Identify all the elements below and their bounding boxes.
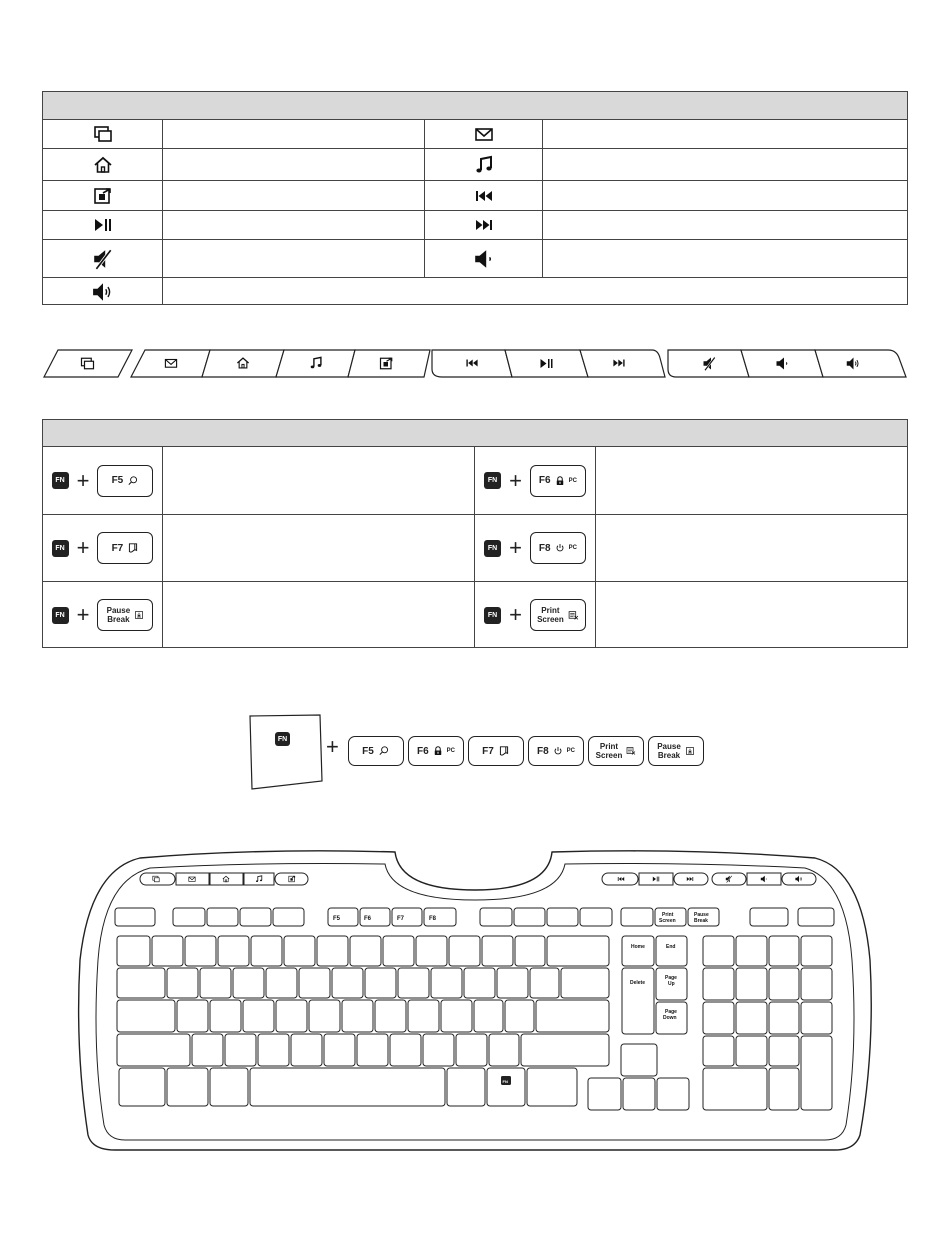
key-label-line1: Print bbox=[541, 606, 560, 615]
table-cell-desc bbox=[163, 582, 475, 648]
kb-print-line2: Screen bbox=[659, 918, 676, 924]
pause-break-key bbox=[97, 599, 153, 631]
plus-icon: + bbox=[76, 535, 90, 560]
table-cell-desc bbox=[163, 149, 425, 180]
f5-key bbox=[348, 736, 404, 766]
kb-f8-label: F8 bbox=[429, 916, 437, 922]
kb-pageup-line2: Up bbox=[668, 981, 675, 987]
key-label: F8 bbox=[536, 745, 549, 757]
f6-key bbox=[530, 465, 586, 497]
f7-key bbox=[468, 736, 524, 766]
key-label: F6 bbox=[416, 745, 429, 757]
home-icon bbox=[43, 149, 163, 180]
table-cell-desc bbox=[543, 181, 907, 210]
mail-icon bbox=[425, 120, 543, 148]
document-icon bbox=[127, 542, 139, 554]
plus-icon: + bbox=[76, 602, 90, 627]
fn-key: FN bbox=[52, 472, 69, 489]
search-icon bbox=[378, 745, 390, 757]
screenshot-icon bbox=[626, 746, 636, 756]
download-icon bbox=[134, 610, 144, 620]
lock-pc-icon bbox=[433, 746, 443, 756]
volume-up-icon bbox=[43, 278, 163, 305]
pc-label: PC bbox=[446, 748, 455, 754]
table-cell-desc bbox=[543, 149, 907, 180]
fn-f6-combo bbox=[475, 447, 596, 514]
fn-keys-table bbox=[42, 419, 908, 648]
key-label-line2: Break bbox=[107, 615, 130, 624]
document-icon bbox=[498, 745, 510, 757]
fn-key: FN bbox=[484, 607, 501, 624]
previous-track-icon bbox=[425, 181, 543, 210]
table-row bbox=[43, 278, 907, 305]
table-cell-desc bbox=[163, 120, 425, 148]
table-cell-desc bbox=[596, 447, 907, 514]
power-pc-icon bbox=[553, 746, 563, 756]
media-launch-icon bbox=[43, 181, 163, 210]
pc-label: PC bbox=[568, 545, 577, 551]
table-cell-desc bbox=[163, 278, 907, 305]
table-row bbox=[43, 149, 907, 181]
table-row bbox=[43, 120, 907, 149]
volume-down-icon bbox=[425, 240, 543, 277]
search-icon bbox=[127, 475, 139, 487]
plus-icon: + bbox=[509, 467, 522, 493]
kb-pagedown-line1: Page bbox=[665, 1009, 677, 1015]
print-screen-key bbox=[588, 736, 644, 766]
table-row bbox=[43, 447, 907, 515]
download-icon bbox=[685, 746, 695, 756]
power-pc-icon bbox=[555, 543, 565, 553]
lock-pc-icon bbox=[555, 476, 565, 486]
kb-home-label: Home bbox=[631, 944, 645, 950]
key-label: F5 bbox=[362, 745, 374, 757]
table-row bbox=[43, 181, 907, 211]
kb-f5-label: F5 bbox=[333, 916, 341, 922]
table-cell-desc bbox=[543, 211, 907, 239]
key-label: F8 bbox=[538, 542, 551, 554]
media-table-header bbox=[43, 92, 907, 120]
keyboard-illustration bbox=[0, 850, 950, 1170]
table-cell-desc bbox=[543, 120, 907, 148]
table-row bbox=[43, 515, 907, 582]
key-label-line1: Pause bbox=[657, 742, 681, 751]
kb-pagedown-line2: Down bbox=[663, 1015, 677, 1021]
table-cell-desc bbox=[596, 582, 907, 648]
f8-key bbox=[530, 532, 586, 564]
key-label: F6 bbox=[538, 475, 551, 486]
table-cell-desc bbox=[543, 240, 907, 277]
fn-print-combo bbox=[475, 582, 596, 648]
key-label: F7 bbox=[111, 542, 124, 554]
fn-pause-combo bbox=[43, 582, 163, 648]
fn-key: FN bbox=[484, 540, 501, 557]
plus-icon: + bbox=[326, 734, 339, 759]
fn-key: FN bbox=[52, 540, 69, 557]
table-cell-desc bbox=[163, 181, 425, 210]
next-key bbox=[580, 350, 665, 377]
kb-f6-label: F6 bbox=[364, 916, 372, 922]
fn-combo-keys bbox=[348, 736, 704, 766]
fn-key: FN bbox=[484, 472, 501, 489]
plus-icon: + bbox=[76, 467, 90, 493]
f6-key bbox=[408, 736, 464, 766]
fn-key: FN bbox=[275, 732, 290, 746]
key-label-line2: Screen bbox=[537, 615, 564, 624]
next-track-icon bbox=[425, 211, 543, 239]
key-label-line1: Pause bbox=[106, 606, 131, 615]
f8-key bbox=[528, 736, 584, 766]
key-label-line1: Print bbox=[599, 742, 619, 751]
plus-icon: + bbox=[509, 535, 522, 560]
fn-table-header bbox=[43, 420, 907, 447]
screenshot-icon bbox=[568, 610, 579, 621]
table-row bbox=[43, 211, 907, 240]
table-cell-desc bbox=[163, 515, 475, 581]
kb-pause-line1: Pause bbox=[694, 912, 709, 918]
launch-key bbox=[348, 350, 430, 377]
kb-print-line1: Print bbox=[662, 912, 674, 918]
kb-pageup-line1: Page bbox=[665, 975, 677, 981]
plus-icon: + bbox=[509, 602, 522, 627]
media-keys-strip bbox=[0, 344, 950, 384]
pause-break-key bbox=[648, 736, 704, 766]
media-keys-table bbox=[42, 91, 908, 305]
table-row bbox=[43, 582, 907, 648]
multi-window-icon bbox=[43, 120, 163, 148]
table-cell-desc bbox=[163, 211, 425, 239]
kb-fn-label: FN bbox=[502, 1079, 508, 1084]
key-label-line2: Screen bbox=[595, 751, 623, 760]
fn-f8-combo bbox=[475, 515, 596, 581]
kb-f7-label: F7 bbox=[397, 916, 405, 922]
music-key bbox=[276, 350, 355, 377]
fn-key-large bbox=[248, 713, 328, 793]
kb-delete-label: Delete bbox=[630, 980, 646, 986]
play-pause-icon bbox=[43, 211, 163, 239]
pc-label: PC bbox=[566, 748, 575, 754]
f7-key bbox=[97, 532, 153, 564]
volup-key bbox=[815, 350, 906, 377]
kb-pause-line2: Break bbox=[694, 918, 708, 924]
key-label: F7 bbox=[482, 745, 494, 757]
print-screen-key bbox=[530, 599, 586, 631]
fn-f7-combo bbox=[43, 515, 163, 581]
kb-end-label: End bbox=[666, 944, 676, 950]
f5-key bbox=[97, 465, 153, 497]
table-cell-desc bbox=[163, 240, 425, 277]
table-row bbox=[43, 240, 907, 278]
home-key bbox=[202, 350, 284, 377]
key-label: F5 bbox=[111, 475, 124, 486]
key-label-line2: Break bbox=[657, 751, 681, 760]
fn-f5-combo bbox=[43, 447, 163, 514]
mute-icon bbox=[43, 240, 163, 277]
pc-label: PC bbox=[568, 477, 577, 484]
fn-key: FN bbox=[52, 607, 69, 624]
music-note-icon bbox=[425, 149, 543, 180]
table-cell-desc bbox=[596, 515, 907, 581]
table-cell-desc bbox=[163, 447, 475, 514]
